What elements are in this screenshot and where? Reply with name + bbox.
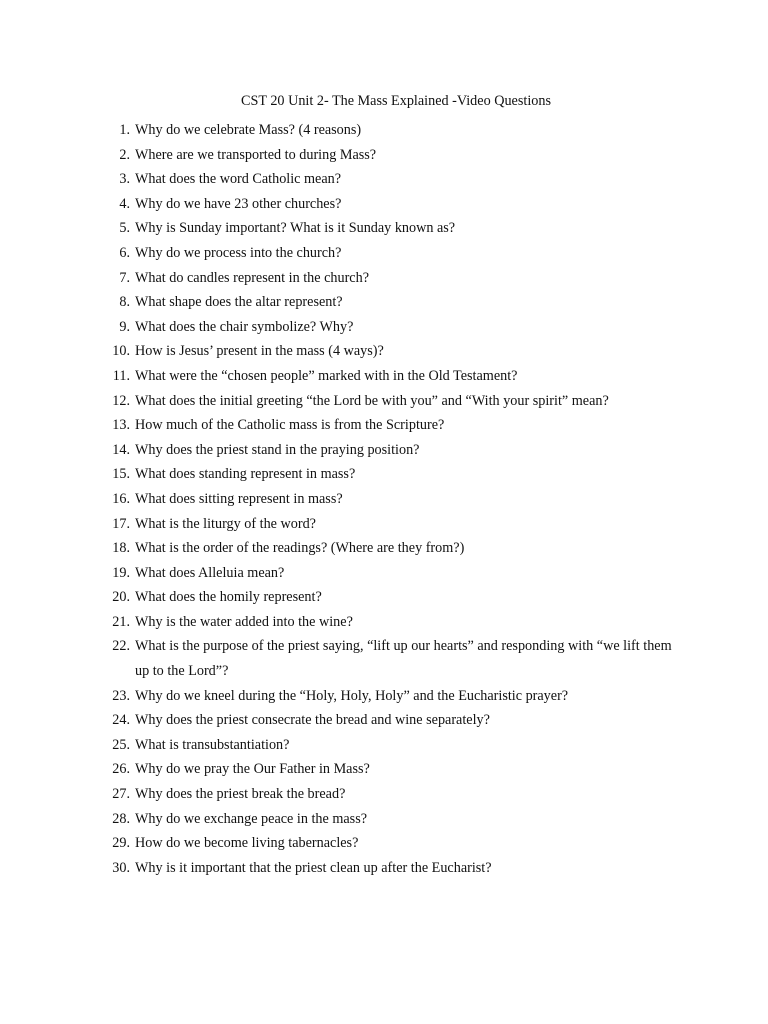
question-number: 8. (119, 294, 130, 311)
question-number: 29. (112, 835, 130, 852)
question-item (0, 487, 768, 512)
question-item (0, 807, 768, 832)
question-item (0, 364, 768, 389)
question-item (0, 241, 768, 266)
question-text: What does the word Catholic mean? (135, 171, 342, 188)
question-item (0, 339, 768, 364)
question-item (0, 315, 768, 340)
question-text: How much of the Catholic mass is from the Scripture? (135, 417, 445, 434)
question-number: 1. (119, 122, 130, 138)
question-text: What do candles represent in the church? (135, 269, 369, 286)
question-number: 11. (112, 367, 130, 384)
question-item (0, 831, 768, 856)
question-item (0, 389, 768, 414)
question-text: Why does the priest consecrate the bread and wine separately? (135, 712, 490, 729)
question-number: 19. (112, 564, 130, 581)
question-number: 27. (112, 786, 130, 803)
question-item (0, 856, 768, 881)
question-item (0, 462, 768, 487)
question-text: What were the “chosen people” marked with in the Old Testament? (135, 367, 518, 384)
question-text: What is the liturgy of the word? (135, 515, 316, 532)
question-number: 22. (112, 638, 130, 655)
question-number: 26. (112, 761, 130, 778)
question-text: Why do we pray the Our Father in Mass? (135, 761, 370, 778)
question-text: What does the initial greeting “the Lord be with you” and “With your spirit” mean? (135, 392, 609, 409)
question-item (0, 733, 768, 758)
question-item (0, 585, 768, 610)
question-item (0, 290, 768, 315)
question-item (0, 266, 768, 291)
question-number: 9. (119, 318, 130, 335)
question-item (0, 167, 768, 192)
question-number: 4. (119, 195, 130, 212)
question-text: What does standing represent in mass? (135, 466, 356, 483)
question-text: What is the purpose of the priest saying, “lift up our hearts” and responding with “we lift them up to the Lord”? (135, 638, 672, 680)
question-item (0, 438, 768, 463)
question-number: 2. (119, 146, 130, 163)
question-list (0, 118, 768, 880)
question-number: 5. (119, 220, 130, 237)
question-number: 24. (112, 712, 130, 729)
question-number: 12. (112, 392, 130, 409)
question-item (0, 782, 768, 807)
question-text: Why do we have 23 other churches? (135, 195, 342, 212)
question-text: Why is it important that the priest clean up after the Eucharist? (135, 859, 492, 876)
question-text: Why do we celebrate Mass? (4 reasons) (135, 122, 362, 138)
question-text: Why do we process into the church? (135, 244, 342, 261)
question-text: Where are we transported to during Mass? (135, 146, 377, 163)
question-number: 30. (112, 859, 130, 876)
question-number: 20. (112, 589, 130, 606)
question-text: What shape does the altar represent? (135, 294, 343, 311)
question-number: 10. (112, 343, 130, 360)
question-item (0, 143, 768, 168)
question-text: What is the order of the readings? (Where are they from?) (135, 540, 465, 557)
question-text: How is Jesus’ present in the mass (4 ways)? (135, 343, 384, 360)
question-number: 7. (119, 269, 130, 286)
question-text: Why does the priest break the bread? (135, 786, 346, 803)
question-item (0, 684, 768, 709)
question-item (0, 708, 768, 733)
question-number: 25. (112, 736, 130, 753)
question-item (0, 413, 768, 438)
question-text: How do we become living tabernacles? (135, 835, 359, 852)
question-item (0, 192, 768, 217)
question-item (0, 610, 768, 635)
question-number: 14. (112, 441, 130, 458)
question-item (0, 634, 768, 683)
question-item (0, 118, 768, 143)
question-text: What does the homily represent? (135, 589, 322, 606)
question-number: 3. (119, 171, 130, 188)
question-item (0, 216, 768, 241)
question-text: What does sitting represent in mass? (135, 490, 343, 507)
question-number: 23. (112, 687, 130, 704)
question-item (0, 512, 768, 537)
document-title: CST 20 Unit 2- The Mass Explained -Video Questions (241, 93, 551, 109)
question-text: Why is the water added into the wine? (135, 613, 353, 630)
question-text: Why do we kneel during the “Holy, Holy, Holy” and the Eucharistic prayer? (135, 687, 569, 704)
question-item (0, 561, 768, 586)
question-number: 15. (112, 466, 130, 483)
question-text: Why does the priest stand in the praying position? (135, 441, 420, 458)
question-text: What does Alleluia mean? (135, 564, 285, 581)
question-number: 21. (112, 613, 130, 630)
question-number: 28. (112, 810, 130, 827)
question-number: 13. (112, 417, 130, 434)
question-item (0, 536, 768, 561)
question-number: 6. (119, 244, 130, 261)
question-text: What is transubstantiation? (135, 736, 290, 753)
question-number: 16. (112, 490, 130, 507)
question-item (0, 757, 768, 782)
question-number: 17. (112, 515, 130, 532)
question-text: Why is Sunday important? What is it Sunday known as? (135, 220, 456, 237)
question-text: Why do we exchange peace in the mass? (135, 810, 368, 827)
question-text: What does the chair symbolize? Why? (135, 318, 354, 335)
question-number: 18. (112, 540, 130, 557)
